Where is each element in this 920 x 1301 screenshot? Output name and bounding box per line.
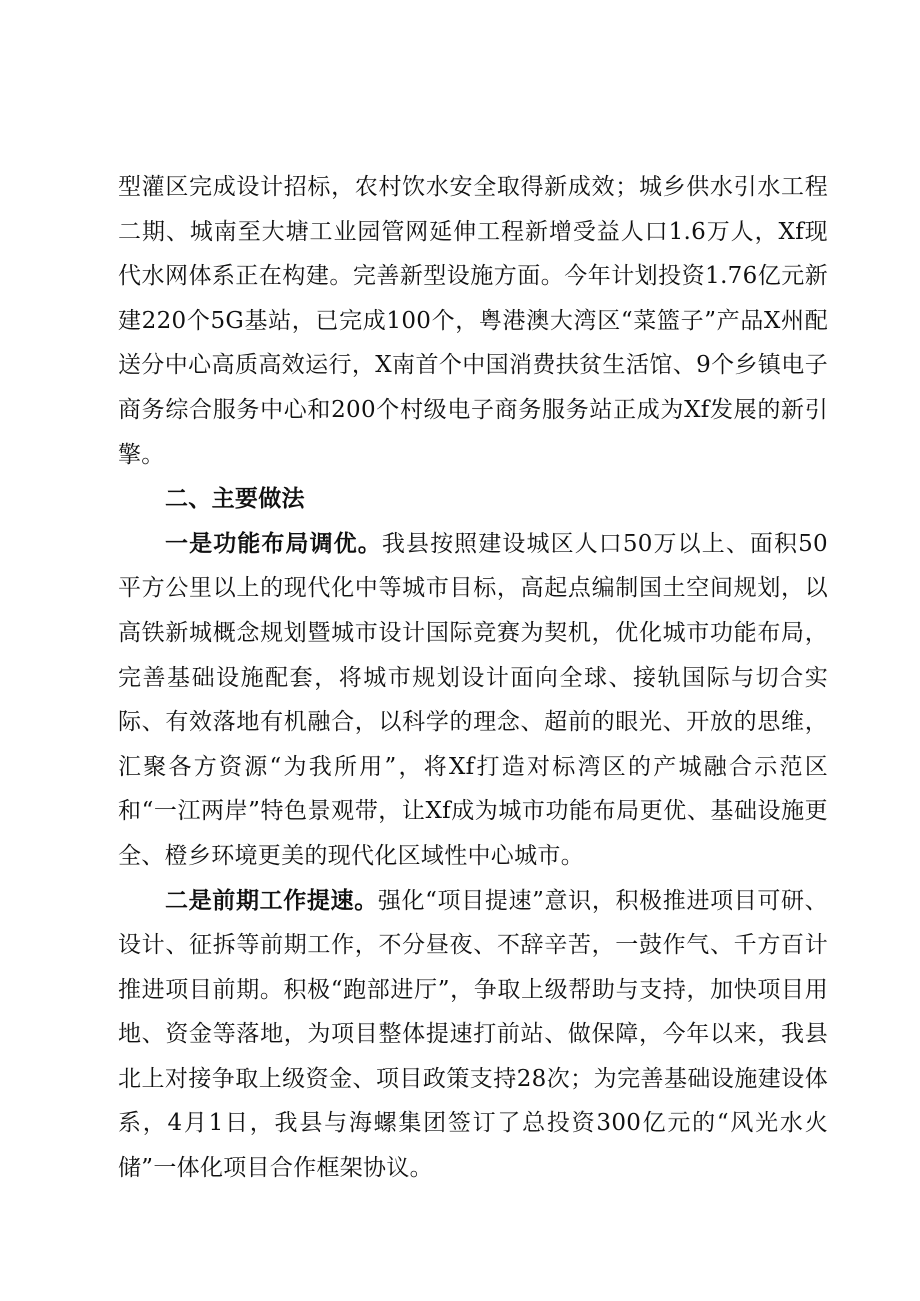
paragraph-water-and-facilities: 型灌区完成设计招标，农村饮水安全取得新成效；城乡供水引水工程二期、城南至大塘工业园管网延伸工程新增受益人口1.6万人，Xf现代水网体系正在构建。完善新型设施方面。今年计划投资1.76亿元新建220个5G基站，已完成100个，粤港澳大湾区“菜篮子”产品X州配送分中心高质高效运行，X南首个中国消费扶贫生活馆、9个乡镇电子商务综合服务中心和200个村级电子商务服务站正成为Xf发展的新引擎。 [118, 174, 828, 468]
paragraph-lead-preliminary-work: 二是前期工作提速。 [165, 886, 378, 914]
document-body [118, 165, 828, 1191]
paragraph-body-preliminary-work: 强化“项目提速”意识，积极推进项目可研、设计、征拆等前期工作，不分昼夜、不辞辛苦，一鼓作气、千方百计推进项目前期。积极“跑部进厅”，争取上级帮助与支持，加快项目用地、资金等落地，为项目整体提速打前站、做保障，今年以来，我县北上对接争取上级资金、项目政策支持28次；为完善基础设施建设体系，4月1日，我县与海螺集团签订了总投资300亿元的“风光水火储”一体化项目合作框架协议。 [118, 887, 828, 1182]
paragraph-lead-function-layout: 一是功能布局调优。 [165, 529, 382, 557]
section-heading-main-practices: 二、主要做法 [165, 485, 305, 513]
paragraph-function-layout [118, 522, 828, 879]
paragraph-body-function-layout: 我县按照建设城区人口50万以上、面积50平方公里以上的现代化中等城市目标，高起点编制国土空间规划，以高铁新城概念规划暨城市设计国际竞赛为契机，优化城市功能布局，完善基础设施配套，将城市规划设计面向全球、接轨国际与切合实际、有效落地有机融合，以科学的理念、超前的眼光、开放的思维，汇聚各方资源“为我所用”，将Xf打造对标湾区的产城融合示范区和“一江两岸”特色景观带，让Xf成为城市功能布局更优、基础设施更全、橙乡环境更美的现代化区域性中心城市。 [118, 530, 828, 869]
paragraph-preliminary-work [118, 879, 828, 1191]
